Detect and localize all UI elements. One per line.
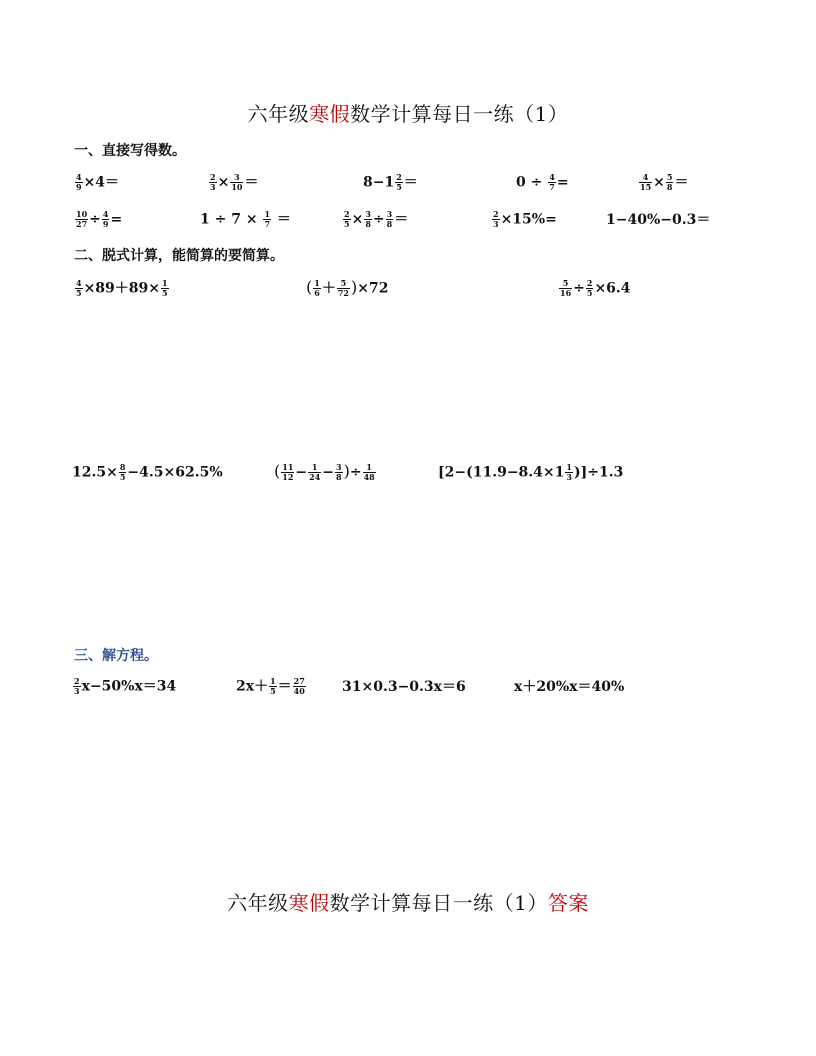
page-title	[0, 98, 816, 127]
problem-2-5: ( $\frac{11}{12}$ − $\frac{1}{24}$ − $\frac{3}{8}$ )÷ $\frac{1}{48}$	[274, 461, 375, 482]
problem-1-8: $\frac{2}{5}$ × $\frac{3}{8}$ ÷ $\frac{3}{8}$ ＝	[344, 209, 409, 229]
problem-2-2: ( $\frac{1}{6}$ ＋ $\frac{5}{72}$ )×72	[306, 277, 389, 298]
equation-4: x＋20%x＝40%	[514, 679, 625, 695]
answer-title	[0, 887, 816, 916]
answer-title-highlight: 寒假	[288, 891, 330, 915]
section3-heading: 三、解方程。	[74, 648, 158, 664]
section1-heading: 一、直接写得数。	[74, 143, 186, 159]
equation-3: 31×0.3−0.3x＝6	[342, 679, 466, 695]
problem-1-1: $\frac{4}{9}$ ×4＝	[76, 172, 120, 192]
equation-2: 2x＋ $\frac{1}{5}$ ＝ $\frac{27}{40}$	[236, 676, 305, 696]
title-highlight: 寒假	[309, 102, 351, 126]
answer-title-answer: 答案	[547, 891, 589, 915]
problem-2-3: $\frac{5}{16}$ ÷ $\frac{2}{5}$ ×6.4	[560, 278, 631, 298]
problem-1-7: 1 ÷ 7 × $\frac{1}{7}$ ＝	[200, 209, 291, 229]
problem-1-4: 0 ÷ $\frac{4}{7}$ =	[516, 172, 569, 192]
problem-1-5: $\frac{4}{15}$ × $\frac{5}{8}$ ＝	[640, 172, 689, 192]
problem-2-4: 12.5× $\frac{8}{5}$ −4.5×62.5%	[72, 462, 223, 482]
problem-1-3: 8−1 $\frac{2}{5}$ ＝	[363, 172, 418, 192]
title-part3: 数学计算每日一练（1）	[350, 102, 569, 126]
problem-1-9: $\frac{2}{3}$ ×15%=	[493, 209, 557, 229]
problem-1-2: $\frac{2}{3}$ × $\frac{3}{10}$ ＝	[210, 172, 259, 192]
section2-heading: 二、脱式计算，能简算的要简算。	[74, 248, 284, 264]
equation-1: $\frac{2}{3}$ x−50%x＝34	[74, 676, 177, 696]
answer-title-part1: 六年级	[227, 891, 289, 915]
title-part1: 六年级	[247, 102, 310, 126]
problem-2-6: [2−(11.9−8.4×1 $\frac{1}{3}$ )]÷1.3	[438, 462, 624, 482]
answer-title-part3: 数学计算每日一练（1）	[329, 891, 548, 915]
problem-2-1: $\frac{4}{5}$ ×89＋89× $\frac{1}{5}$	[76, 278, 168, 298]
problem-1-10: 1−40%−0.3＝	[606, 212, 711, 228]
problem-1-6: $\frac{10}{27}$ ÷ $\frac{4}{9}$ =	[76, 209, 123, 229]
